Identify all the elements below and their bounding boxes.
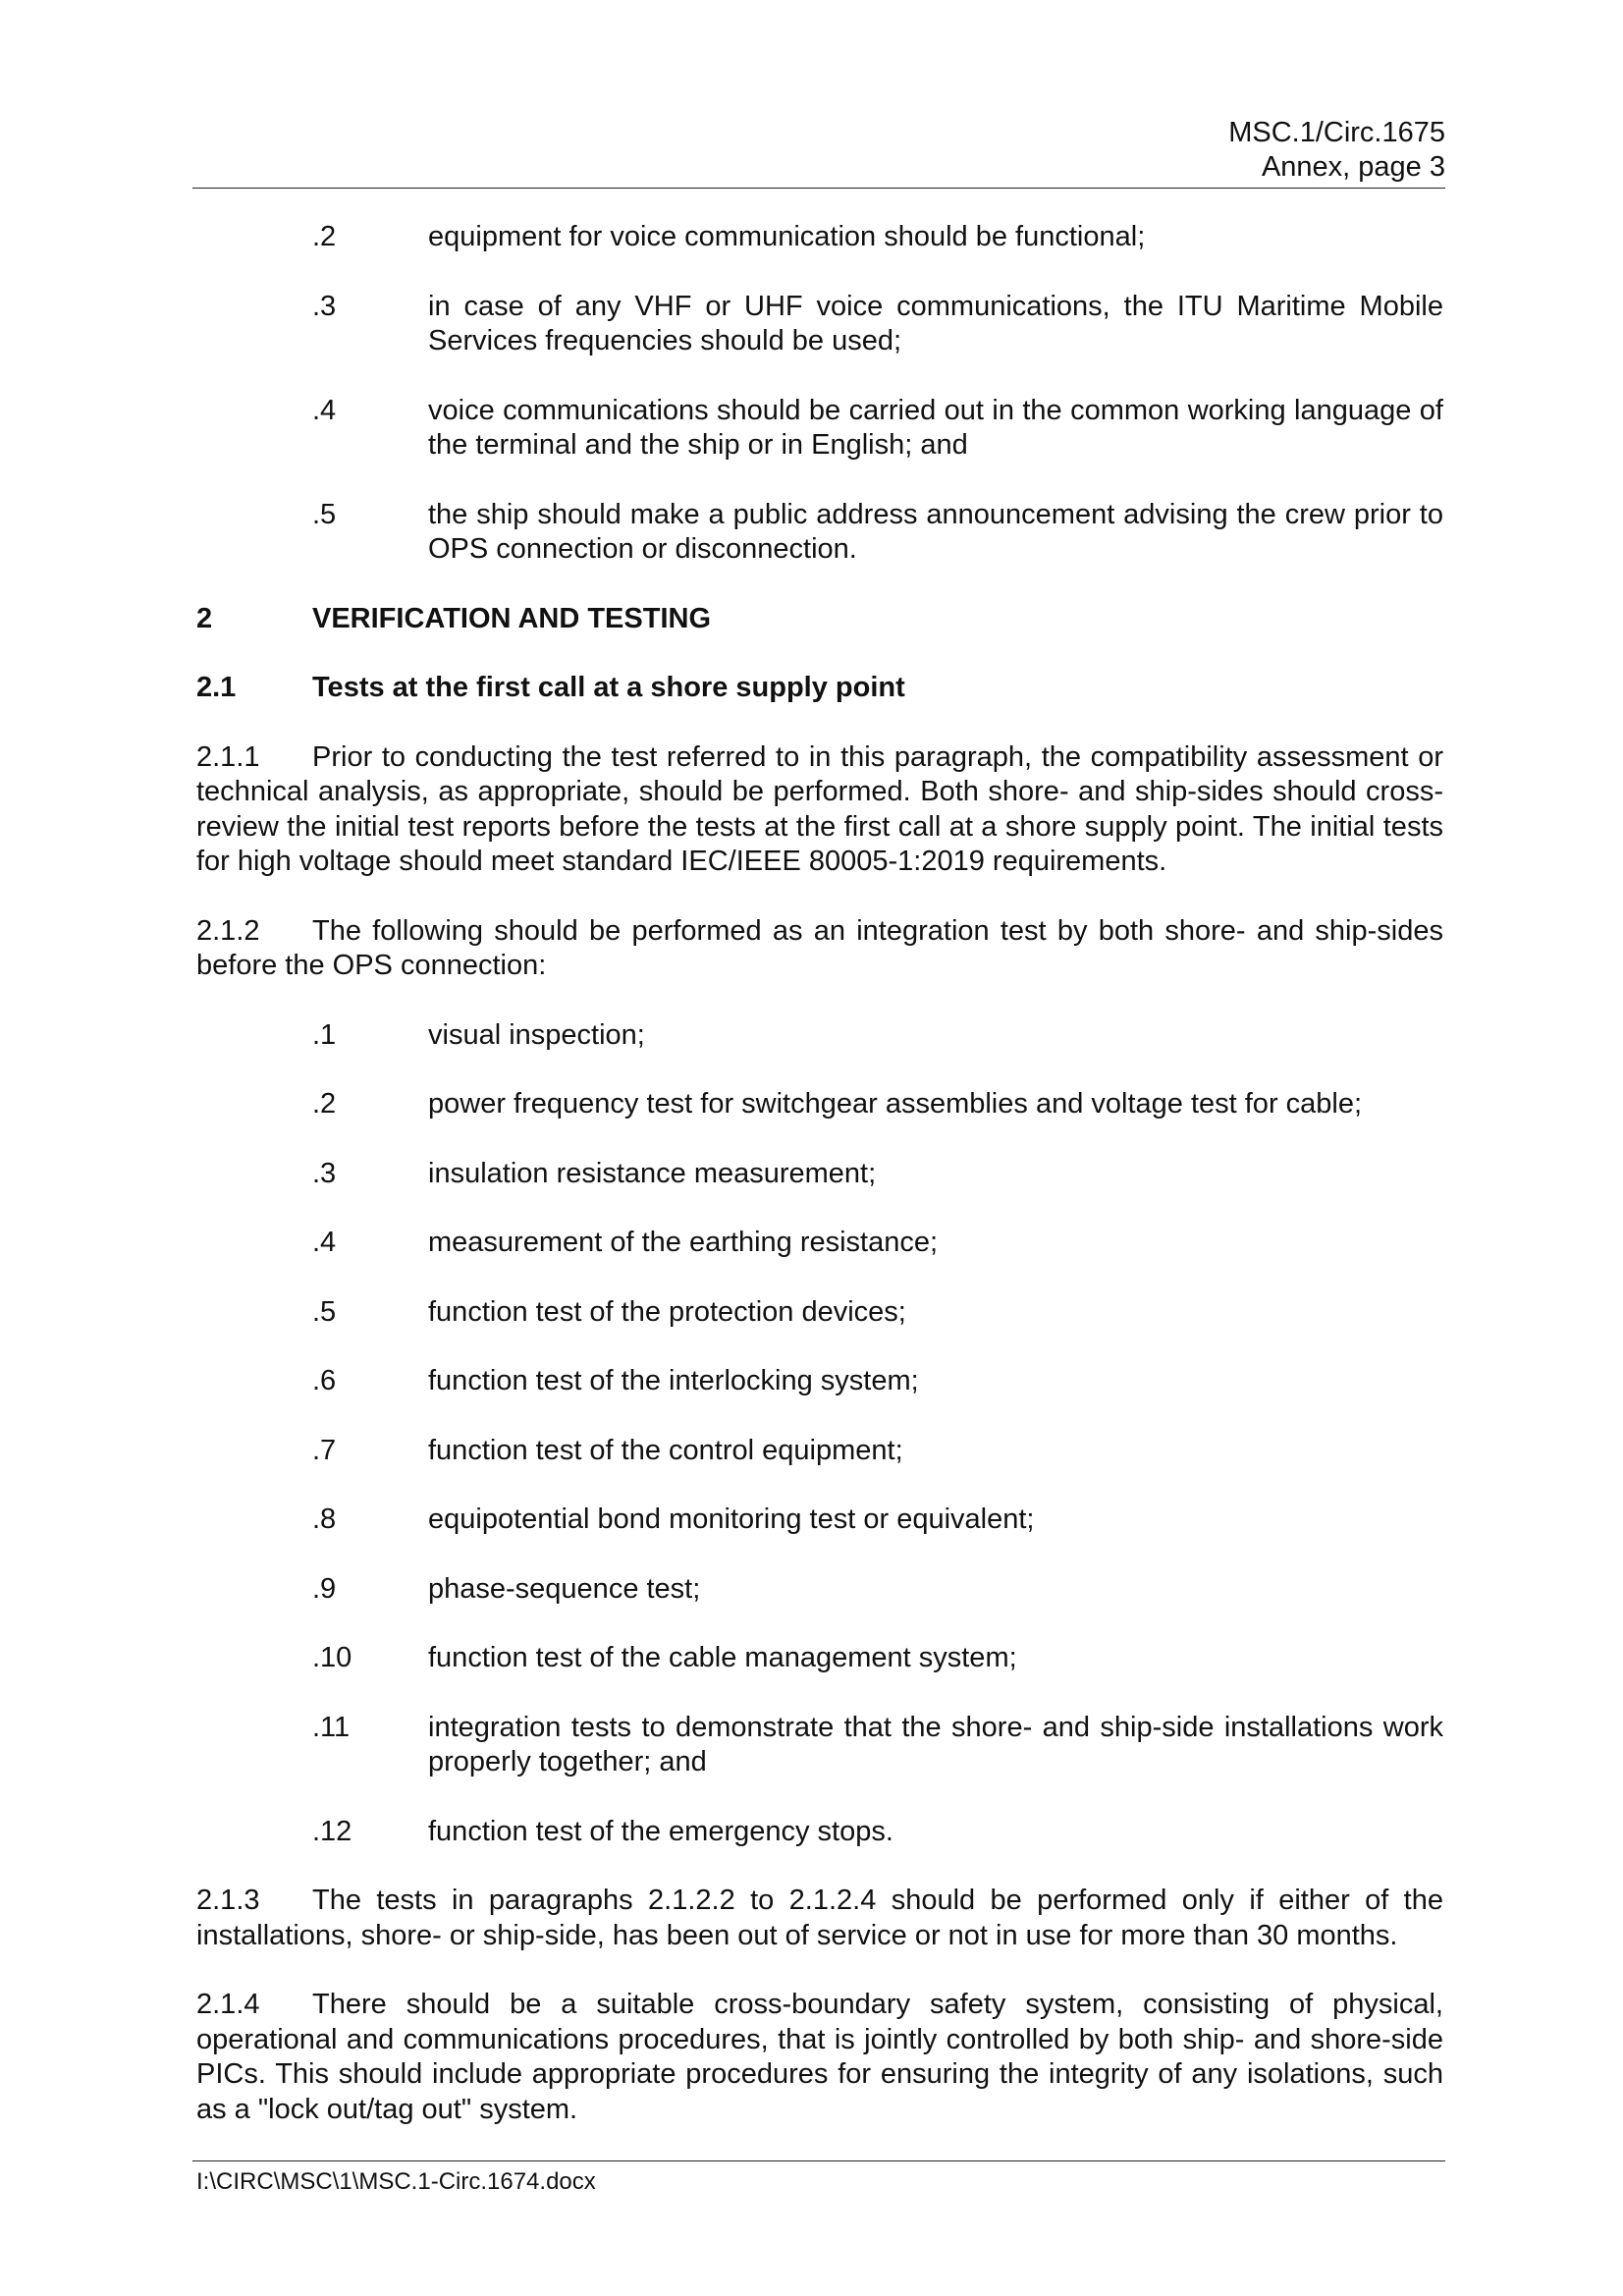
- list-item: [312, 1226, 1443, 1261]
- footer-file-path: I:\CIRC\MSC\1\MSC.1-Circ.1674.docx: [196, 2168, 596, 2195]
- page-header: [192, 116, 1445, 185]
- list-item: [312, 1572, 1443, 1608]
- section-number: 2: [196, 602, 213, 634]
- footer-divider: [192, 2160, 1445, 2161]
- list-item: [312, 1815, 1443, 1850]
- list-item-number: .4: [312, 1227, 337, 1258]
- list-item: [312, 1434, 1443, 1469]
- paragraph-number: 2.1.1: [196, 740, 260, 773]
- list-item: [312, 1641, 1443, 1676]
- list-item: [312, 498, 1443, 568]
- paragraph-2-1-1: [196, 740, 1443, 880]
- list-item-text: function test of the cable management system;: [428, 1642, 1017, 1673]
- list-item: [312, 394, 1443, 464]
- list-item: [312, 1295, 1443, 1331]
- list-item-number: .5: [312, 1295, 337, 1328]
- list-item-text: function test of the interlocking system;: [428, 1365, 919, 1396]
- list-item: [312, 1018, 1443, 1054]
- list-item: [312, 1711, 1443, 1780]
- section-title: VERIFICATION AND TESTING: [312, 602, 711, 634]
- list-item-number: .10: [312, 1642, 352, 1673]
- list-item-text: the ship should make a public address announcement advising the crew prior to OPS connection or disconnection.: [428, 498, 1443, 565]
- page-reference: Annex, page 3: [1261, 151, 1445, 183]
- list-item: [312, 220, 1443, 255]
- list-item: [312, 290, 1443, 359]
- list-item-text: in case of any VHF or UHF voice communications, the ITU Maritime Mobile Services frequencies should be used;: [428, 290, 1443, 356]
- list-item-number: .2: [312, 1088, 337, 1120]
- list-item-text: insulation resistance measurement;: [428, 1157, 877, 1189]
- list-item-text: phase-sequence test;: [428, 1572, 701, 1605]
- paragraph-text: The following should be performed as an integration test by both shore- and ship-sides before the OPS connection:: [196, 914, 1443, 981]
- list-item-number: .12: [312, 1815, 352, 1847]
- list-item-number: .2: [312, 221, 337, 252]
- subsection-heading: [196, 671, 1443, 706]
- paragraph-text: Prior to conducting the test referred to in this paragraph, the compatibility assessment or technical analysis, as appropriate, should be performed. Both shore- and ship-sides should cross-review the initial test reports before the tests at the first call at a shore supply point. The initial tests for high voltage should meet standard IEC/IEEE 80005-1:2019 requirements.: [196, 740, 1443, 877]
- list-item-number: .3: [312, 290, 337, 322]
- list-item-text: function test of the protection devices;: [428, 1295, 906, 1328]
- paragraph-number: 2.1.3: [196, 1885, 260, 1916]
- paragraph-text: The tests in paragraphs 2.1.2.2 to 2.1.2.4 should be performed only if either of the installations, shore- or ship-side, has been out of service or not in use for more than 30 months.: [196, 1885, 1443, 1951]
- paragraph-number: 2.1.2: [196, 914, 260, 947]
- list-item-text: function test of the control equipment;: [428, 1434, 903, 1466]
- list-item-number: .9: [312, 1572, 337, 1605]
- list-item: [312, 1157, 1443, 1192]
- document-symbol: MSC.1/Circ.1675: [1228, 117, 1445, 148]
- paragraph-2-1-2: [196, 914, 1443, 984]
- list-item-number: .6: [312, 1365, 337, 1396]
- paragraph-number: 2.1.4: [196, 1989, 260, 2020]
- list-item-number: .8: [312, 1503, 337, 1535]
- paragraph-text: There should be a suitable cross-boundary safety system, consisting of physical, operational and communications procedures, that is jointly controlled by both ship- and shore-side PICs. This should include appropriate procedures for ensuring the integrity of any isolations, such as a "lock out/tag out" system.: [196, 1989, 1443, 2125]
- list-item-text: integration tests to demonstrate that the shore- and ship-side installations work properly together; and: [428, 1711, 1443, 1777]
- list-item-text: equipotential bond monitoring test or equivalent;: [428, 1503, 1035, 1535]
- list-item-text: power frequency test for switchgear assemblies and voltage test for cable;: [428, 1088, 1363, 1120]
- list-item-text: visual inspection;: [428, 1018, 645, 1051]
- list-item-text: equipment for voice communication should be functional;: [428, 221, 1146, 252]
- document-body: [196, 220, 1443, 2127]
- list-item-number: .3: [312, 1157, 337, 1189]
- list-item-number: .1: [312, 1018, 337, 1051]
- list-item-text: measurement of the earthing resistance;: [428, 1227, 939, 1258]
- paragraph-2-1-4: [196, 1988, 1443, 2127]
- list-item-number: .4: [312, 394, 337, 426]
- subsection-number: 2.1: [196, 672, 237, 703]
- list-item: [312, 1087, 1443, 1122]
- paragraph-2-1-3: [196, 1884, 1443, 1953]
- list-item-number: .5: [312, 498, 337, 530]
- list-item: [312, 1364, 1443, 1399]
- list-item: [312, 1503, 1443, 1538]
- list-item-text: voice communications should be carried out in the common working language of the terminal and the ship or in English; and: [428, 394, 1443, 461]
- header-divider: [192, 188, 1445, 189]
- list-item-number: .11: [312, 1711, 351, 1743]
- section-heading: [196, 602, 1443, 637]
- list-item-number: .7: [312, 1434, 337, 1466]
- subsection-title: Tests at the first call at a shore supply point: [312, 672, 905, 703]
- list-item-text: function test of the emergency stops.: [428, 1815, 893, 1847]
